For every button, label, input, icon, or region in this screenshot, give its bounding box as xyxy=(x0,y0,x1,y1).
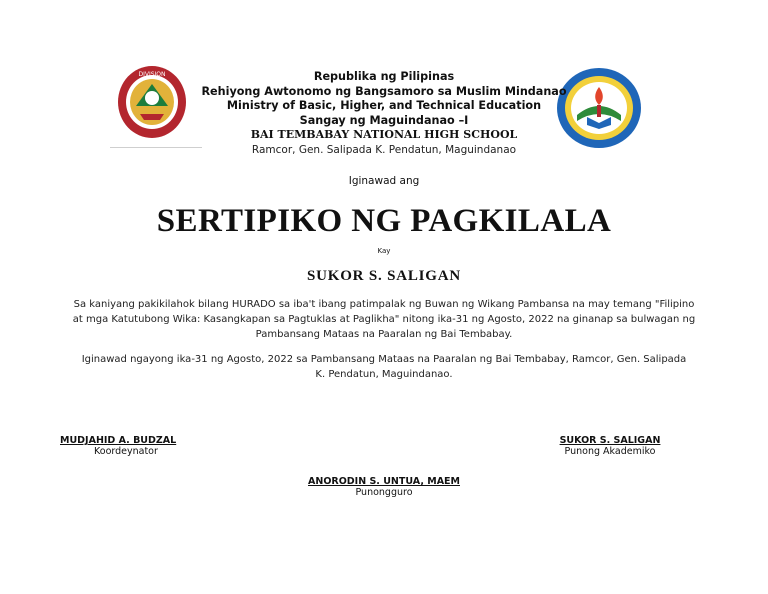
school-name: BAI TEMBABAY NATIONAL HIGH SCHOOL xyxy=(250,128,518,141)
signatory-coordinator xyxy=(60,435,200,457)
given-paragraph: Iginawad ngayong ika-31 ng Agosto, 2022 sa Pambansang Mataas na Paaralan ng Bai Tembabay, Ramcor, Gen. Salipada K. Pendatun, Maguindanao. xyxy=(81,354,687,380)
signatory-role: Koordeynator xyxy=(94,446,158,457)
signatory-name: ANORODIN S. UNTUA, MAEM xyxy=(308,476,460,487)
republic-line: Republika ng Pilipinas xyxy=(313,70,455,83)
awarded-text: Iginawad ang xyxy=(348,175,420,187)
school-address: Ramcor, Gen. Salipada K. Pendatun, Maguindanao xyxy=(251,143,517,156)
kay-text: Kay xyxy=(377,247,391,255)
signatory-principal xyxy=(0,476,768,498)
certificate-title: SERTIPIKO NG PAGKILALA xyxy=(156,203,612,239)
letterhead xyxy=(160,70,608,157)
svg-text:DIVISION: DIVISION xyxy=(138,71,166,78)
signatory-academic-head xyxy=(540,435,680,457)
recipient-name: SUKOR S. SALIGAN xyxy=(306,268,462,284)
division-line: Sangay ng Maguindanao –I xyxy=(299,113,469,127)
signatory-name: MUDJAHID A. BUDZAL xyxy=(60,435,177,446)
ministry-line: Ministry of Basic, Higher, and Technical Education xyxy=(226,99,542,112)
signatory-role: Punong Akademiko xyxy=(564,446,656,457)
signatory-name: SUKOR S. SALIGAN xyxy=(559,435,661,446)
citation-paragraph: Sa kaniyang pakikilahok bilang HURADO sa iba't ibang patimpalak ng Buwan ng Wikang Pambansa na may temang "Filipino at mga Katutubong Wika: Kasangkapan sa Pagtuklas at Paglikha" nitong ika-31 ng Agosto, 2022 na ginanap sa bulwagan ng Pambansang Mataas na Paaralan ng Bai Tembabay. xyxy=(72,299,696,340)
signatory-role: Punongguro xyxy=(355,487,413,498)
region-line: Rehiyong Awtonomo ng Bangsamoro sa Muslim Mindanao xyxy=(201,84,567,98)
